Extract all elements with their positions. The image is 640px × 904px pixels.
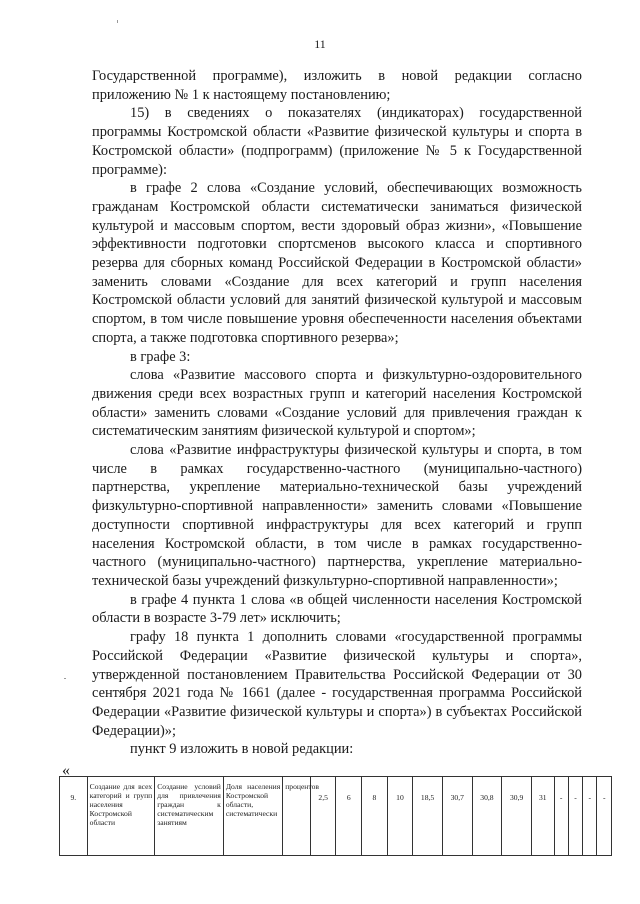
value-cell: 30,7 (442, 777, 472, 856)
row-number: 9. (60, 777, 88, 856)
value-cell: 8 (362, 777, 388, 856)
value-cell: 31 (531, 777, 554, 856)
paragraph-7: в графе 4 пункта 1 слова «в общей численности населения Костромской области в возрасте 3-79 лет» исключить; (92, 591, 582, 627)
scan-mark (64, 678, 66, 679)
paragraph-9: пункт 9 изложить в новой редакции: (130, 741, 354, 758)
table-row (60, 777, 612, 856)
paragraph-1: Государственной программе), изложить в новой редакции согласно приложению № 1 к настоящему постановлению; (92, 68, 582, 103)
goal-cell: Создание для всех категорий и групп населения Костромской области (87, 777, 155, 856)
value-cell: 2,5 (310, 777, 336, 856)
indicator-table (59, 776, 612, 856)
paragraph-4: в графе 3: (130, 348, 191, 365)
value-cell: 30,8 (472, 777, 502, 856)
paragraph-5: слова «Развитие массового спорта и физкультурно-оздоровительного движения среди всех возрастных групп и категорий населения Костромской области» заменить словами «Создание условий для привлечения граждан к систематическим занятиям физической культурой и спортом»; (92, 367, 582, 440)
document-body (92, 67, 582, 759)
opening-quote: « (62, 762, 70, 779)
page-number: 11 (314, 37, 326, 51)
value-cell: - (597, 777, 612, 856)
value-cell: - (554, 777, 568, 856)
value-cell: 18,5 (413, 777, 443, 856)
paragraph-8: графу 18 пункта 1 дополнить словами «государственной программы Российской Федерации «Развитие физической культуры и спорта», утвержденной постановлением Правительства Российской Федерации от 30 сентября 2021 года № 1661 (далее - государственная программа Российской Федерации «Развитие физической культуры и спорта») в субъектах Российской Федерации)»; (92, 629, 582, 739)
value-cell: 30,9 (502, 777, 532, 856)
value-cell: 6 (336, 777, 362, 856)
scan-mark (117, 20, 118, 23)
paragraph-6: слова «Развитие инфраструктуры физической культуры и спорта, в том числе в рамках государственно-частного (муниципально-частного) партнерства, укрепление материально-технической базы учреждений физкультурно-спортивной направленности» заменить словами «Повышение доступности спортивной инфраструктуры для всех категорий и групп населения Костромской области, в том числе в рамках государственно-частного (муниципально-частного) партнерства, укрепление материально-технической базы учреждений физкультурно-спортивной направленности»; (92, 442, 582, 589)
value-cell: - (583, 777, 597, 856)
value-cell: 10 (387, 777, 413, 856)
indicator-cell: Доля населения Костромской области, систематически (223, 777, 282, 856)
value-cell: - (568, 777, 582, 856)
paragraph-3: в графе 2 слова «Создание условий, обеспечивающих возможность гражданам Костромской области систематически заниматься физической культурой и массовым спортом, вести здоровый образ жизни», «Повышение эффективности подготовки спортсменов высокого класса и спортивного резерва для сборных команд Российской Федерации в Костромской области» заменить словами «Создание для всех категорий и групп населения Костромской области условий для занятий физической культурой и массовым спортом, в том числе повышение уровня обеспеченности населения объектами спорта, а также подготовка спортивного резерва»; (92, 180, 582, 346)
paragraph-2: 15) в сведениях о показателях (индикаторах) государственной программы Костромской области «Развитие физической культуры и спорта в Костромской области» (подпрограмм) (приложение № 5 к Государственной программе): (92, 105, 582, 178)
task-cell: Создание условий для привлечения граждан к систематическим занятиям (155, 777, 224, 856)
unit-cell: процентов (283, 777, 311, 856)
